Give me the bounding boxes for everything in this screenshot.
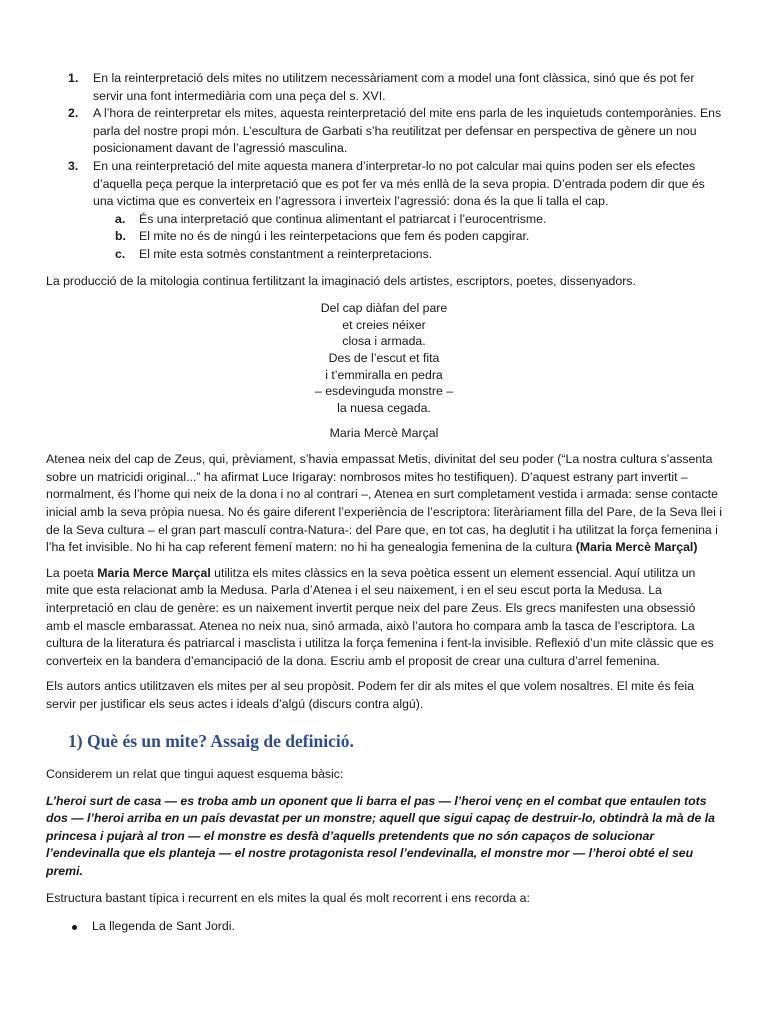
paragraph-considerem: Considerem un relat que tingui aquest esquema bàsic:: [46, 767, 344, 782]
list-number: 2.: [68, 106, 79, 121]
numbered-list: [46, 70, 722, 264]
sub-list-letter: b.: [115, 229, 126, 244]
poem-line: la nuesa cegada.: [337, 400, 431, 415]
paragraph-estructura: Estructura bastant típica i recurrent en els mites la qual és molt recorrent i ens recorda a:: [46, 890, 530, 905]
poem-line: et creies néixer: [342, 317, 426, 332]
sub-list: [93, 211, 722, 264]
paragraph-atenea: [46, 451, 722, 557]
paragraph-heroi: L’heroi surt de casa — es troba amb un oponent que li barra el pas — l’heroi venç en el combat que entaulen tots dos — l’heroi arriba en un país devastat per un monstre; aquell que sigui capaç de destruir-lo, obtindrà la mà de la princesa i pujarà al tron — el monstre es desfà d’aquells pretendents que no són capaços de solucionar l’endevinalla que els planteja — el nostre protagonista resol l’endevinalla, el monstre mor — l’heroi obté el seu premi.: [46, 793, 715, 879]
poem-line: Del cap diàfan del pare: [320, 301, 448, 316]
paragraph-poeta-pre: La poeta: [46, 565, 98, 580]
sub-list-letter: a.: [115, 211, 126, 226]
poem-line: Des de l’escut et fita: [328, 350, 440, 365]
sub-list-item: [93, 228, 722, 246]
sub-list-item: [93, 246, 722, 264]
list-item-text: En la reinterpretació dels mites no utilitzem necessàriament com a model una font clàssica, sinó que és pot fer servir una font intermediària com una peça del s. XVI.: [93, 71, 695, 103]
poem-author: Maria Mercè Marçal: [329, 426, 439, 441]
bullet-list: [46, 918, 722, 936]
sub-list-item: [93, 211, 722, 229]
list-number: 1.: [68, 71, 79, 85]
poem: [46, 300, 722, 416]
list-item: [46, 105, 722, 158]
list-number: 3.: [68, 158, 79, 173]
list-item-text: A l’hora de reinterpretar els mites, aquesta reinterpretació del mite ens parla de les inquietuds contemporànies. Ens parla del nostre propi món. L’escultura de Garbati s’ha reutilitzat per defensar en perspectiva de gènere un nou posicionament davant de l’agressió masculina.: [93, 106, 722, 156]
bullet-item: [46, 918, 722, 936]
sub-list-item-text: És una interpretació que continua alimentant el patriarcat i l’eurocentrisme.: [139, 211, 547, 226]
paragraph-autors: Els autors antics utilitzaven els mites per al seu propòsit. Podem fer dir als mites el que volem nosaltres. El mite és feia servir per justificar els seus actes i ideals d’algú (discurs contra algú).: [46, 679, 694, 711]
paragraph-poeta-text: utilitza els mites clàssics en la seva poètica essent un element essencial. Aquí utilitza un mite que esta relacionat amb la Medusa. Parla d’Atenea i el seu naixement, i en el seu escut porta la Medusa. La interpretació en clau de genère: es un naixement invertit perque neix del pare Zeus. Els grecs manifesten una obsessió amb el mascle embarassat. Atenea no neix nua, sinó armada, això l’autora ho compara amb la tasca de l’escriptora. La cultura de la literatura és patriarcal i masclista i utilitza la força femenina i fent-la invisible. Reflexió d’un mite clàssic que es converteix en la bandera d’emancipació de la dona. Escriu amb el proposit de crear una cultura d’arrel femenina.: [46, 565, 714, 668]
poem-line: – esdevinguda monstre –: [314, 384, 454, 399]
paragraph-atenea-text: Atenea neix del cap de Zeus, qui, prèviament, s’havia empassat Metis, divinitat del seu poder (“La nostra cultura s’assenta sobre un matricidi original...” ha afirmat Luce Irigaray: nombrosos mites ho testifiquen). D’aquest estrany part invertit – normalment, és l’home qui neix de la dona i no al contrari –, Atenea en surt completament vestida i armada: sense contacte inicial amb la seva pròpia nuesa. No és gaire diferent l’experiència de l’escriptora: literàriament filla del Pare, de la Seva llei i de la Seva cultura – el gran part masculí contra-Natura-: del Pare que, en tot cas, ha deglutit i ha utilitzat la força femenina i l’ha fet invisible. No hi ha cap referent femení matern: no hi ha genealogia femenina de la cultura: [46, 452, 722, 555]
paragraph-poeta: [46, 565, 722, 671]
list-item: [46, 70, 722, 105]
section-heading: 1) Què és un mite? Assaig de definició.: [68, 730, 354, 751]
paragraph-produccio: La producció de la mitologia continua fertilitzant la imaginació dels artistes, escriptors, poetes, dissenyadors.: [46, 273, 636, 288]
bullet-icon: [72, 925, 77, 930]
bullet-item-text: La llegenda de Sant Jordi.: [92, 919, 235, 934]
sub-list-letter: c.: [115, 246, 126, 261]
paragraph-poeta-name: Maria Merce Marçal: [97, 565, 211, 580]
sub-list-item-text: El mite esta sotmès constantment a reinterpretacions.: [139, 246, 433, 261]
list-item: [46, 158, 722, 264]
list-item-text: En una reinterpretació del mite aquesta manera d’interpretar-lo no pot calcular mai quins poden ser els efectes d’aquella peça perque la interpretació que es pot fer va més enllà de la seva propia. D’entrada podem dir que és una victima que es converteix en l’agressora i inverteix l’agressió: dona és la que li talla el cap.: [93, 158, 705, 209]
poem-line: closa i armada.: [342, 334, 426, 349]
paragraph-atenea-citation: (Maria Mercè Marçal): [575, 540, 698, 555]
poem-line: i t’emmiralla en pedra: [325, 367, 443, 382]
sub-list-item-text: El mite no és de ningú i les reinterpetacions que fem és poden capgirar.: [139, 229, 530, 244]
